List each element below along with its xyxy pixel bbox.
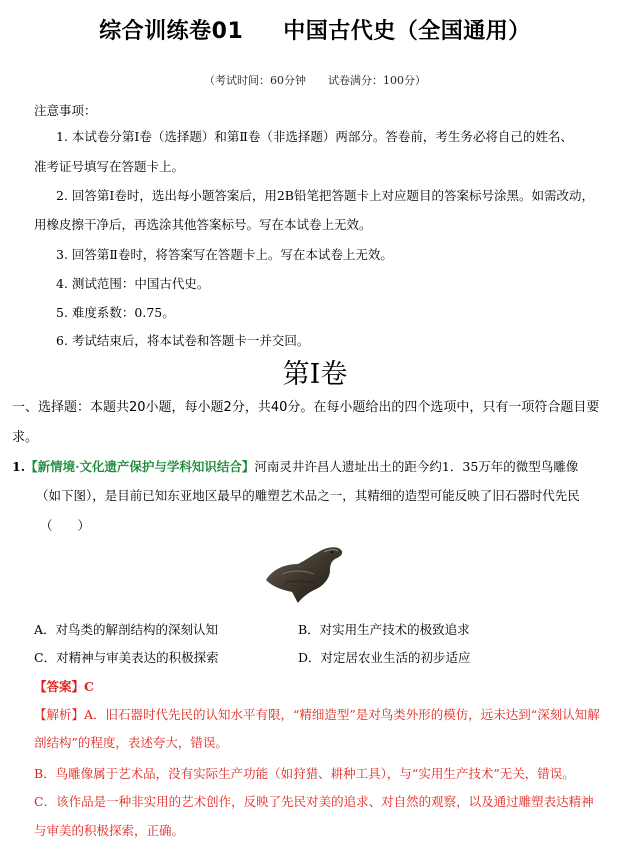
notice-item-3: 3. 回答第Ⅱ卷时，将答案写在答题卡上。写在本试卷上无效。 [56, 247, 393, 262]
bird-figurine-image [262, 540, 362, 604]
notice-item-6: 6. 考试结束后，将本试卷和答题卡一并交回。 [56, 333, 310, 348]
section-instructions-cont: 求。 [12, 430, 39, 445]
title-right: 中国古代史（全国通用） [283, 19, 531, 44]
notice-item-1-cont: 准考证号填写在答题卡上。 [34, 159, 185, 174]
notice-item-4: 4. 测试范围：中国古代史。 [56, 276, 210, 291]
question-stem-text: 河南灵井许昌人遗址出土的距今约1．35万年的微型鸟雕像 [254, 459, 579, 474]
section-instructions: 一、选择题：本题共20小题，每小题2分，共40分。在每小题给出的四个选项中，只有一项符合题目要 [12, 400, 600, 415]
notice-heading: 注意事项： [34, 103, 97, 118]
exam-meta [0, 72, 630, 88]
title-left: 综合训练卷01 [99, 19, 244, 44]
explanation-a: 【解析】A．旧石器时代先民的认知水平有限，“精细造型”是对鸟类外形的模仿，远未达到“深刻认知解 [34, 707, 600, 722]
explanation-c: C．该作品是一种非实用的艺术创作，反映了先民对美的追求、对自然的观察，以及通过雕塑表达精神 [34, 794, 594, 809]
option-a: A．对鸟类的解剖结构的深刻认知 [34, 622, 219, 637]
option-b: B．对实用生产技术的极致追求 [298, 622, 470, 637]
option-c: C．对精神与审美表达的积极探索 [34, 650, 219, 665]
notice-item-2: 2. 回答第Ⅰ卷时，选出每小题答案后，用2B铅笔把答题卡上对应题目的答案标号涂黑。如需改动， [56, 188, 594, 203]
explanation-b: B．鸟雕像属于艺术品，没有实际生产功能（如狩猎、耕种工具），与“实用生产技术”无关，错误。 [34, 766, 575, 781]
notice-item-1: 1. 本试卷分第Ⅰ卷（选择题）和第Ⅱ卷（非选择题）两部分。答卷前，考生务必将自己的姓名、 [56, 129, 573, 144]
page-title [0, 14, 630, 45]
question-1-stem-cont: （如下图），是目前已知东亚地区最早的雕塑艺术品之一，其精细的造型可能反映了旧石器时代先民 [36, 488, 580, 503]
question-number: 1. [12, 459, 26, 474]
answer-blank: （ ） [40, 518, 91, 533]
exam-time: （考试时间：60分钟 [204, 74, 306, 87]
answer-label: 【答案】C [34, 679, 94, 694]
explanation-a-cont: 剖结构”的程度，表述夸大，错误。 [34, 735, 228, 750]
notice-item-2-cont: 用橡皮擦干净后，再选涂其他答案标号。写在本试卷上无效。 [34, 217, 372, 232]
explanation-c-cont: 与审美的积极探索，正确。 [34, 823, 185, 838]
question-tag: 【新情境·文化遗产保护与学科知识结合】 [25, 459, 255, 474]
question-1-stem [12, 457, 578, 475]
exam-score: 试卷满分：100分） [328, 74, 426, 87]
section-title: 第Ⅰ卷 [282, 359, 348, 390]
option-d: D．对定居农业生活的初步适应 [298, 650, 471, 665]
notice-item-5: 5. 难度系数：0.75。 [56, 305, 175, 320]
